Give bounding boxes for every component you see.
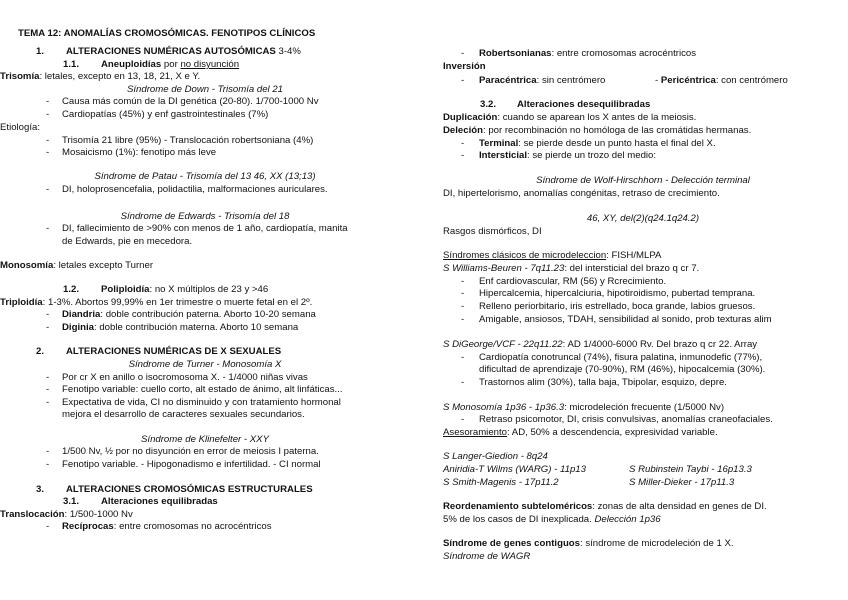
contiguos-line [443, 538, 734, 550]
rubinstein-text: S Rubinstein Taybi - 16p13.3 [629, 464, 752, 475]
bullet-dash: - [46, 147, 50, 158]
duplicacion-line [443, 112, 696, 124]
bullet-dash: - [46, 397, 50, 408]
triploidia-text: : 1-3%. Abortos 99,99% en 1er trimestre o muerte fetal en el 2º. [42, 297, 313, 308]
digeorge-line [443, 339, 757, 351]
section-1-1-number: 1.1. [63, 59, 80, 70]
robertsonianas-text: : entre cromosomas acrocéntricos [551, 48, 697, 59]
section-1-2-text: : no X múltiplos de 23 y >46 [149, 284, 269, 295]
bullet-dash: - [461, 377, 465, 388]
section-3-number: 3. [36, 484, 45, 495]
digeorge-item-cont: dificultad de aprendizaje (70-90%), RM (46%), hipocalcemia (30%). [479, 364, 766, 375]
monosomia-line [0, 260, 153, 272]
reciprocas-text: : entre cromosomas no acrocéntricos [113, 521, 272, 532]
turner-item [46, 384, 343, 396]
williams-title: S Williams-Beuren - 7q11.23 [443, 263, 565, 274]
turner-title: Síndrome de Turner - Monosomía X [128, 359, 282, 370]
diginia-item [46, 322, 298, 334]
asesoramiento-label: Asesoramiento [443, 427, 507, 438]
digeorge-title: S DiGeorge/VCF - 22q11.22 [443, 339, 563, 350]
bullet-dash: - [461, 138, 465, 149]
williams-text: : del intersticial del brazo q cr 7. [564, 263, 700, 274]
rasgos-text: Rasgos dismórficos, DI [443, 226, 542, 237]
robertsonianas-label: Robertsonianas [479, 48, 552, 59]
duplicacion-label: Duplicación [443, 112, 498, 123]
section-1-1-title: Aneuploidías [101, 59, 162, 70]
bullet-dash: - [461, 75, 465, 86]
bullet-dash: - [655, 75, 661, 86]
contiguos-text: : síndrome de microdeleción de 1 X. [580, 538, 734, 549]
bullet-dash: - [461, 301, 465, 312]
williams-item [461, 288, 755, 300]
section-2-number: 2. [36, 346, 45, 357]
patau-title: Síndrome de Patau - Trisomía del 13 46, XX (13;13) [94, 171, 316, 182]
williams-item-text: Enf cardiovascular, RM (56) y Rcrecimiento. [479, 276, 667, 287]
reordenamiento-line [443, 501, 767, 513]
section-1-heading [66, 46, 301, 58]
diandria-item [46, 309, 316, 321]
reordenamiento-label: Reordenamiento subteloméricos [443, 501, 593, 512]
etio-item [46, 147, 216, 159]
microdel-line [443, 250, 661, 262]
etiologia-label: Etiología: [0, 122, 41, 133]
bullet-dash: - [461, 414, 465, 425]
reciprocas-item [46, 521, 272, 533]
williams-item-text: Amigable, ansiosos, TDAH, sensibilidad al sonido, prob texturas alim [479, 314, 772, 325]
bullet-dash: - [46, 322, 50, 333]
smith-text: S Smith-Magenis - 17p11.2 [443, 477, 559, 488]
digeorge-item-text: Trastornos alim (30%), talla baja, Tbipolar, esquizo, depre. [479, 377, 727, 388]
mono1p36-item-text: Retraso psicomotor, DI, crisis convulsivas, anomalías craneofaciales. [479, 414, 773, 425]
reordenamiento-line2 [443, 514, 661, 526]
mono1p36-line [443, 402, 724, 414]
pericentrica-item [655, 75, 788, 87]
translocacion-label: Translocación [0, 509, 65, 520]
section-3-1-title: Alteraciones equilibradas [101, 496, 218, 507]
duplicacion-text: : cuando se aparean los X antes de la meiosis. [497, 112, 697, 123]
intersticial-label: Intersticial [479, 150, 527, 161]
turner-item [46, 372, 308, 384]
bullet-dash: - [46, 223, 50, 234]
bullet-dash: - [461, 276, 465, 287]
bullet-dash: - [46, 309, 50, 320]
digeorge-item-text: Cardiopatía conotruncal (74%), fisura palatina, inmunodefic (77%), [479, 352, 763, 363]
wolf-title: Síndrome de Wolf-Hirschhorn - Delección terminal [536, 175, 750, 186]
section-1-1-nodisyuncion: no disyunción [180, 59, 240, 70]
wagr-text: Síndrome de WAGR [443, 551, 531, 562]
section-1-2-title: Poliploidía [101, 284, 150, 295]
terminal-text: : se pierde desde un punto hasta el final del X. [518, 138, 716, 149]
section-1-2-number: 1.2. [63, 284, 80, 295]
bullet-dash: - [46, 96, 50, 107]
etio-item-text: Mosaicismo (1%): fenotipo más leve [62, 147, 217, 158]
wolf-text: DI, hipertelorismo, anomalías congénitas, retraso de crecimiento. [443, 188, 720, 199]
williams-item [461, 301, 755, 313]
edwards-title: Síndrome de Edwards - Trisomía del 18 [120, 211, 290, 222]
translocacion-line [0, 509, 133, 521]
etio-item-text: Trisomía 21 libre (95%) - Translocación robertsoniana (4%) [62, 135, 314, 146]
diginia-text: : doble contribución materna. Aborto 10 semana [93, 322, 299, 333]
intersticial-text: : se pierde un trozo del medio: [527, 150, 657, 161]
edwards-item-cont: de Edwards, pie en mecedora. [62, 236, 193, 247]
trisomia-label: Trisomía [0, 71, 40, 82]
delecion-line [443, 125, 751, 137]
bullet-dash: - [461, 352, 465, 363]
langer-text: S Langer-Giedion - 8q24 [443, 451, 548, 462]
digeorge-item [461, 352, 762, 364]
diandria-text: : doble contribución paterna. Aborto 10-20 semana [100, 309, 316, 320]
mono1p36-text: : microdeleción frecuente (1/5000 Nv) [564, 402, 725, 413]
bullet-dash: - [46, 459, 50, 470]
williams-line [443, 263, 699, 275]
digeorge-text: : AD 1/4000-6000 Rv. Del brazo q cr 22. Array [562, 339, 758, 350]
williams-item [461, 276, 666, 288]
etio-item [46, 135, 313, 147]
turner-item-text: Expectativa de vida, CI no disminuido y con tratamiento hormonal [62, 397, 341, 408]
down-item [46, 109, 268, 121]
intersticial-item [461, 150, 656, 162]
section-1-number: 1. [36, 46, 45, 57]
section-2-title: ALTERACIONES NUMÉRICAS DE X SEXUALES [66, 346, 282, 357]
delecion-label: Deleción [443, 125, 483, 136]
turner-item [46, 397, 341, 409]
bullet-dash: - [46, 109, 50, 120]
bullet-dash: - [46, 372, 50, 383]
trisomia-text: : letales, excepto en 13, 18, 21, X e Y. [39, 71, 201, 82]
karyotype: 46, XY, del(2)(q24.1q24.2) [586, 213, 700, 224]
klinefelter-item-text: 1/500 Nv, ½ por no disyunción en error de meiosis I paterna. [62, 446, 319, 457]
section-1-1-por: por [161, 59, 181, 70]
trisomia-line [0, 71, 200, 83]
paracentrica-item [461, 75, 605, 87]
section-3-title: ALTERACIONES CROMOSÓMICAS ESTRUCTURALES [66, 484, 313, 495]
edwards-item-text: DI, fallecimiento de >90% con menos de 1 año, cardiopatía, manita [62, 223, 348, 234]
klinefelter-item-text: Fenotipo variable. - Hipogonadismo e infertilidad. - CI normal [62, 459, 321, 470]
paracentrica-label: Paracéntrica [479, 75, 537, 86]
williams-item-text: Relleno periorbitario, iris estrellado, boca grande, labios gruesos. [479, 301, 756, 312]
patau-item-text: DI, holoprosencefalia, polidactilia, malformaciones auriculares. [62, 184, 328, 195]
section-1-pct: 3-4% [275, 46, 301, 57]
down-item-text: Causa más común de la DI genética (20-80). 1/700-1000 Nv [62, 96, 319, 107]
translocacion-text: : 1/500-1000 Nv [64, 509, 133, 520]
monosomia-text: : letales excepto Turner [53, 260, 154, 271]
bullet-dash: - [46, 521, 50, 532]
turner-item-text: Fenotipo variable: cuello corto, alt estado de ánimo, alt linfáticas... [62, 384, 343, 395]
pericentrica-text: : con centrómero [715, 75, 788, 86]
robertsonianas-item [461, 48, 696, 60]
bullet-dash: - [461, 288, 465, 299]
turner-item-cont: mejora el desarrollo de caracteres sexuales secundarios. [62, 409, 305, 420]
digeorge-item [461, 377, 727, 389]
section-3-2-title: Alteraciones desequilibradas [517, 99, 651, 110]
klinefelter-item [46, 446, 319, 458]
terminal-label: Terminal [479, 138, 519, 149]
microdel-text: : FISH/MLPA [606, 250, 662, 261]
inversion-label: Inversión [443, 61, 486, 72]
diandria-label: Diandria [62, 309, 101, 320]
paracentrica-text: : sin centrómero [536, 75, 606, 86]
asesoramiento-text: : AD, 50% a descendencia, expresividad variable. [507, 427, 718, 438]
section-3-1-number: 3.1. [63, 496, 80, 507]
klinefelter-title: Síndrome de Klinefelter - XXY [141, 434, 269, 445]
down-item-text: Cardiopatías (45%) y enf gastrointestinales (7%) [62, 109, 269, 120]
bullet-dash: - [461, 314, 465, 325]
edwards-item [46, 223, 348, 235]
asesoramiento-line [443, 427, 718, 439]
klinefelter-item [46, 459, 321, 471]
terminal-item [461, 138, 716, 150]
section-1-2-heading [101, 284, 268, 296]
williams-item [461, 314, 772, 326]
microdel-label: Síndromes clásicos de microdeleccion [443, 250, 607, 261]
monosomia-label: Monosomía [0, 260, 54, 271]
triploidia-line [0, 297, 312, 309]
down-item [46, 96, 319, 108]
section-1-title: ALTERACIONES NUMÉRICAS AUTOSÓMICAS [66, 46, 276, 57]
aniridia-text: Aniridia-T Wilms (WARG) - 11p13 [443, 464, 586, 475]
reciprocas-label: Recíprocas [62, 521, 114, 532]
reordenamiento-text: : zonas de alta densidad en genes de DI. [592, 501, 767, 512]
down-title: Síndrome de Down - Trisomía del 21 [126, 84, 284, 95]
bullet-dash: - [461, 150, 465, 161]
section-1-1-heading [101, 59, 239, 71]
reordenamiento-italic: Delección 1p36 [594, 514, 661, 525]
bullet-dash: - [46, 184, 50, 195]
bullet-dash: - [46, 446, 50, 457]
page-title: TEMA 12: ANOMALÍAS CROMOSÓMICAS. FENOTIPOS CLÍNICOS [18, 28, 316, 39]
mono1p36-title: S Monosomía 1p36 - 1p36.3 [443, 402, 565, 413]
mono1p36-item [461, 414, 773, 426]
pericentrica-label: Pericéntrica [660, 75, 716, 86]
bullet-dash: - [46, 384, 50, 395]
bullet-dash: - [46, 135, 50, 146]
patau-item [46, 184, 328, 196]
diginia-label: Diginia [62, 322, 94, 333]
section-3-2-number: 3.2. [480, 99, 497, 110]
williams-item-text: Hipercalcemia, hipercalciuria, hipotiroidismo, pubertad temprana. [479, 288, 756, 299]
delecion-text: : por recombinación no homóloga de las cromátidas hermanas. [483, 125, 752, 136]
triploidia-label: Triploidía [0, 297, 43, 308]
bullet-dash: - [461, 48, 465, 59]
turner-item-text: Por cr X en anillo o isocromosoma X. - 1/4000 niñas vivas [62, 372, 308, 383]
contiguos-label: Síndrome de genes contiguos [443, 538, 580, 549]
reordenamiento-text2: 5% de los casos de DI inexplicada. [443, 514, 595, 525]
miller-text: S Miller-Dieker - 17p11.3 [629, 477, 735, 488]
